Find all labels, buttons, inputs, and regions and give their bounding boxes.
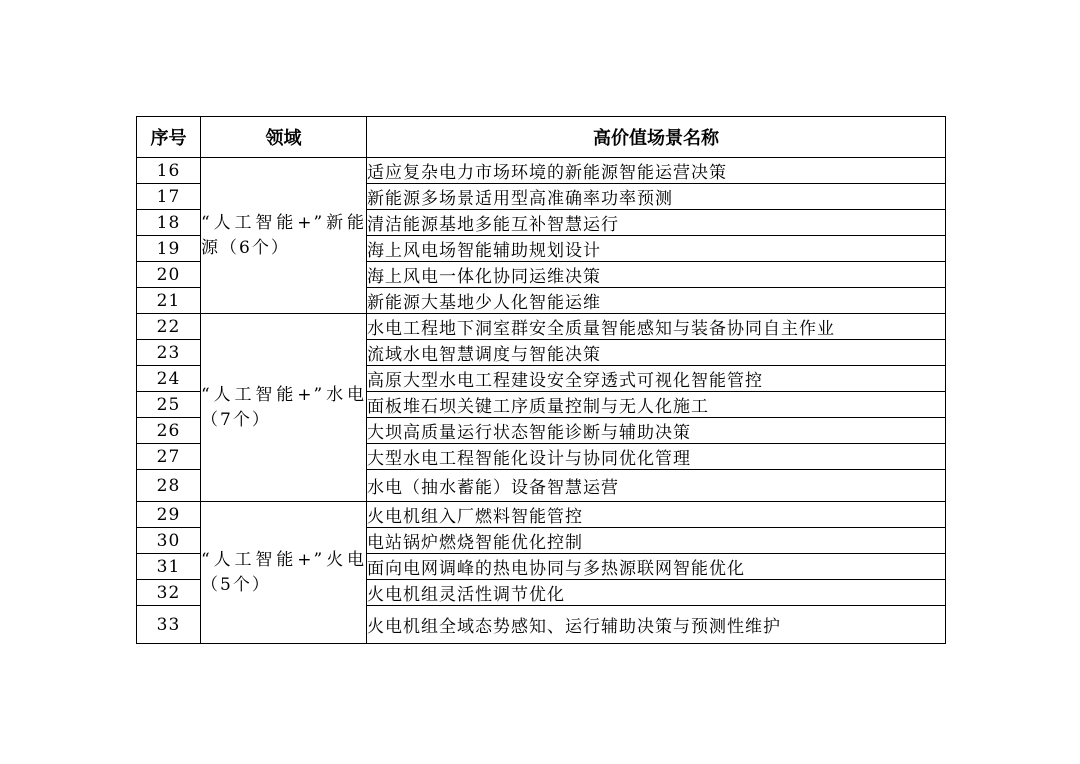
scene-name: 适应复杂电力市场环境的新能源智能运营决策 xyxy=(367,158,946,184)
row-serial: 33 xyxy=(137,606,201,644)
row-serial: 24 xyxy=(137,366,201,392)
scene-name: 海上风电场智能辅助规划设计 xyxy=(367,236,946,262)
table-body xyxy=(137,158,946,644)
row-serial: 17 xyxy=(137,184,201,210)
row-serial: 23 xyxy=(137,340,201,366)
row-serial: 26 xyxy=(137,418,201,444)
table-row xyxy=(137,158,946,184)
scene-name: 火电机组全域态势感知、运行辅助决策与预测性维护 xyxy=(367,606,946,644)
scene-name: 大坝高质量运行状态智能诊断与辅助决策 xyxy=(367,418,946,444)
scene-name: 新能源多场景适用型高准确率功率预测 xyxy=(367,184,946,210)
row-serial: 19 xyxy=(137,236,201,262)
scene-name: 大型水电工程智能化设计与协同优化管理 xyxy=(367,444,946,470)
row-serial: 20 xyxy=(137,262,201,288)
table-row xyxy=(137,502,946,528)
domain-cell: “人工智能+”新能源（6个） xyxy=(201,158,367,314)
row-serial: 27 xyxy=(137,444,201,470)
scene-name: 电站锅炉燃烧智能优化控制 xyxy=(367,528,946,554)
row-serial: 25 xyxy=(137,392,201,418)
row-serial: 29 xyxy=(137,502,201,528)
scene-name: 火电机组入厂燃料智能管控 xyxy=(367,502,946,528)
scene-name: 面板堆石坝关键工序质量控制与无人化施工 xyxy=(367,392,946,418)
row-serial: 21 xyxy=(137,288,201,314)
scenario-table xyxy=(136,116,946,644)
row-serial: 31 xyxy=(137,554,201,580)
row-serial: 30 xyxy=(137,528,201,554)
scene-name: 流域水电智慧调度与智能决策 xyxy=(367,340,946,366)
scene-name: 清洁能源基地多能互补智慧运行 xyxy=(367,210,946,236)
row-serial: 18 xyxy=(137,210,201,236)
row-serial: 28 xyxy=(137,470,201,502)
domain-cell: “人工智能+”水电（7个） xyxy=(201,314,367,502)
scene-name: 高原大型水电工程建设安全穿透式可视化智能管控 xyxy=(367,366,946,392)
scene-name: 水电工程地下洞室群安全质量智能感知与装备协同自主作业 xyxy=(367,314,946,340)
table-row xyxy=(137,314,946,340)
table-header-row xyxy=(137,117,946,158)
scene-name: 新能源大基地少人化智能运维 xyxy=(367,288,946,314)
header-serial: 序号 xyxy=(137,117,201,158)
header-domain: 领域 xyxy=(201,117,367,158)
domain-cell: “人工智能+”火电（5个） xyxy=(201,502,367,644)
scene-name: 火电机组灵活性调节优化 xyxy=(367,580,946,606)
scene-name: 水电（抽水蓄能）设备智慧运营 xyxy=(367,470,946,502)
scene-name: 海上风电一体化协同运维决策 xyxy=(367,262,946,288)
header-scene-name: 高价值场景名称 xyxy=(367,117,946,158)
scene-name: 面向电网调峰的热电协同与多热源联网智能优化 xyxy=(367,554,946,580)
row-serial: 16 xyxy=(137,158,201,184)
row-serial: 22 xyxy=(137,314,201,340)
row-serial: 32 xyxy=(137,580,201,606)
